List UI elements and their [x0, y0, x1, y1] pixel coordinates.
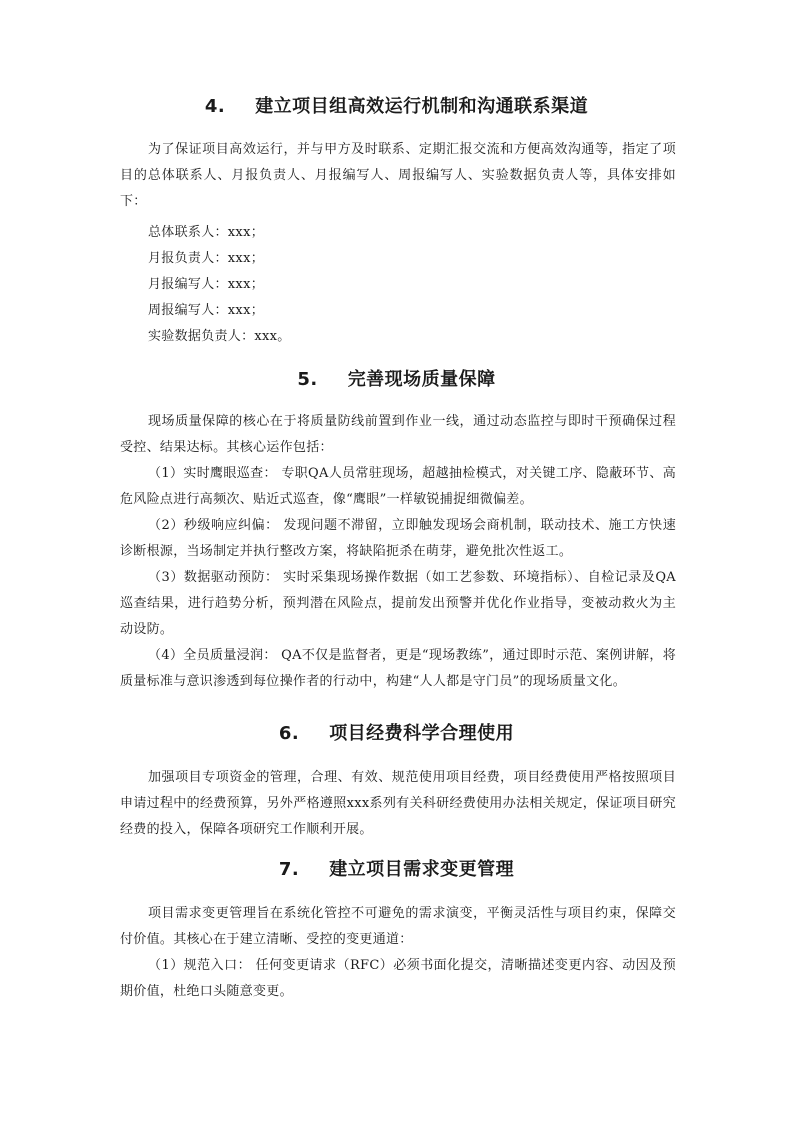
section-number: 4. [204, 96, 226, 117]
contact-line: 月报负责人：xxx； [148, 251, 264, 266]
section-4-intro: 为了保证项目高效运行，并与甲方及时联系、定期汇报交流和方便高效沟通等，指定了项目的总体联系人、月报负责人、月报编写人、周报编写人、实验数据负责人等，具体安排如下： [120, 142, 676, 209]
section-title: 建立项目需求变更管理 [329, 859, 515, 880]
contact-line: 实验数据负责人：xxx。 [148, 329, 291, 344]
list-item: （1）规范入口： 任何变更请求（RFC）必须书面化提交，清晰描述变更内容、动因及预期价值，杜绝口头随意变更。 [120, 958, 676, 999]
contact-line: 月报编写人：xxx； [148, 277, 264, 292]
section-4-heading [0, 93, 793, 121]
section-title: 项目经费科学合理使用 [329, 723, 515, 744]
list-item: （1）实时鹰眼巡查： 专职QA人员常驻现场，超越抽检模式，对关键工序、隐蔽环节、高危风险点进行高频次、贴近式巡查，像“鹰眼”一样敏锐捕捉细微偏差。 [120, 466, 676, 507]
list-item: （2）秒级响应纠偏： 发现问题不滞留，立即触发现场会商机制，联动技术、施工方快速诊断根源，当场制定并执行整改方案，将缺陷扼杀在萌芽，避免批次性返工。 [120, 518, 676, 559]
section-7-heading [0, 856, 793, 884]
contact-line: 总体联系人：xxx； [148, 225, 264, 240]
contact-line: 周报编写人：xxx； [148, 303, 264, 318]
section-7-intro: 项目需求变更管理旨在系统化管控不可避免的需求演变，平衡灵活性与项目约束，保障交付价值。其核心在于建立清晰、受控的变更通道： [120, 906, 676, 947]
section-6-intro: 加强项目专项资金的管理，合理、有效、规范使用项目经费，项目经费使用严格按照项目申请过程中的经费预算，另外严格遵照xxx系列有关科研经费使用办法相关规定，保证项目研究经费的投入，保障各项研究工作顺利开展。 [120, 770, 676, 837]
section-title: 建立项目组高效运行机制和沟通联系渠道 [255, 96, 589, 117]
section-number: 6. [278, 723, 300, 744]
list-item: （4）全员质量浸润： QA不仅是监督者，更是“现场教练”，通过即时示范、案例讲解，将质量标准与意识渗透到每位操作者的行动中，构建“人人都是守门员”的现场质量文化。 [120, 648, 676, 689]
section-title: 完善现场质量保障 [347, 369, 496, 390]
list-item: （3）数据驱动预防： 实时采集现场操作数据（如工艺参数、环境指标）、自检记录及QA巡查结果，进行趋势分析，预判潜在风险点，提前发出预警并优化作业指导，变被动救火为主动设防。 [120, 570, 676, 637]
section-number: 7. [278, 859, 300, 880]
section-5-intro: 现场质量保障的核心在于将质量防线前置到作业一线，通过动态监控与即时干预确保过程受控、结果达标。其核心运作包括： [120, 414, 676, 455]
section-number: 5. [297, 369, 318, 390]
section-6-heading [0, 720, 793, 748]
section-5-heading [0, 366, 793, 394]
